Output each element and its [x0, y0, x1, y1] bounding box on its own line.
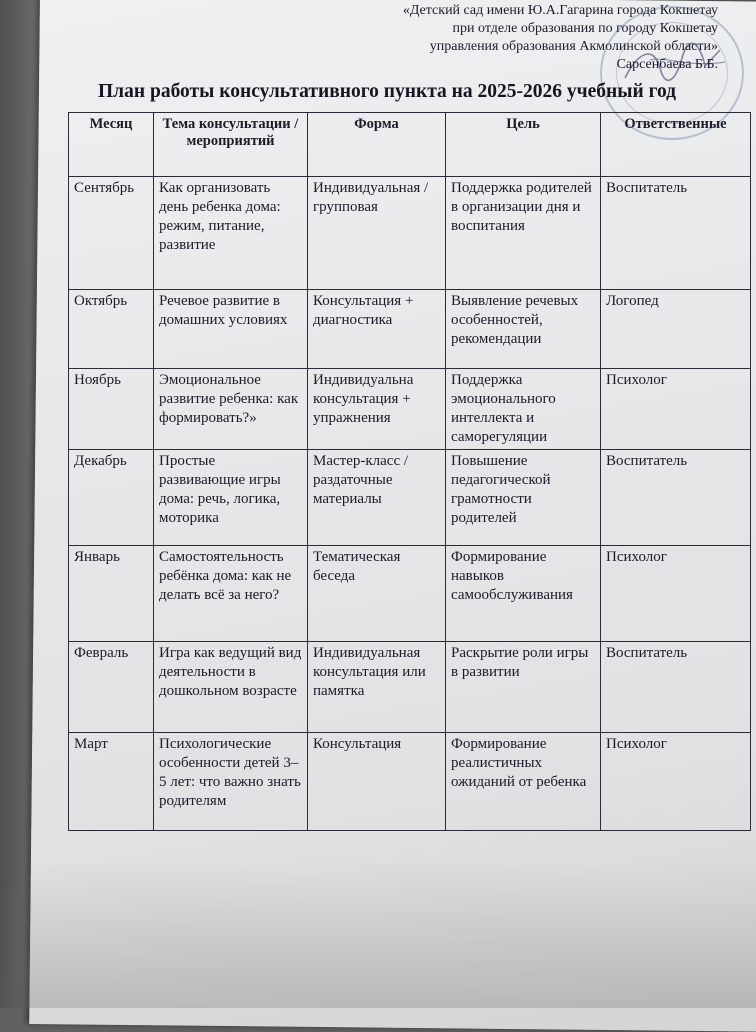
column-header-topic: Тема консультации / мероприятий — [154, 113, 308, 177]
approval-header — [358, 2, 718, 74]
cell-month: Февраль — [69, 642, 154, 733]
cell-topic: Эмоциональное развитие ребенка: как формировать?» — [154, 369, 308, 450]
cell-goal: Формирование реалистичных ожиданий от ребенка — [446, 733, 601, 831]
header-line: управления образования Акмолинской области» — [429, 39, 718, 54]
cell-goal: Повышение педагогической грамотности родителей — [446, 450, 601, 546]
cell-month: Сентябрь — [69, 177, 154, 290]
column-header-responsible: Ответственные — [601, 113, 751, 177]
cell-responsible: Воспитатель — [601, 642, 751, 733]
cell-responsible: Психолог — [601, 733, 751, 831]
cell-month: Декабрь — [69, 450, 154, 546]
cell-goal: Выявление речевых особенностей, рекомендации — [446, 290, 601, 369]
table-header-row — [69, 113, 751, 177]
cell-form: Консультация + диагностика — [308, 290, 446, 369]
cell-topic: Игра как ведущий вид деятельности в дошкольном возрасте — [154, 642, 308, 733]
cell-goal: Формирование навыков самообслуживания — [446, 546, 601, 642]
cell-form: Индивидуальна консультация + упражнения — [308, 369, 446, 450]
cell-month: Январь — [69, 546, 154, 642]
cell-goal: Раскрытие роли игры в развитии — [446, 642, 601, 733]
header-line: Сарсенбаева Б.Б. — [616, 57, 718, 72]
column-header-month: Месяц — [69, 113, 154, 177]
page-title: План работы консультативного пункта на 2025-2026 учебный год — [98, 81, 677, 102]
cell-topic: Речевое развитие в домашних условиях — [154, 290, 308, 369]
cell-form: Индивидуальная / групповая — [308, 177, 446, 290]
table-row — [69, 642, 751, 733]
cell-responsible: Психолог — [601, 546, 751, 642]
cell-form: Тематическая беседа — [308, 546, 446, 642]
column-header-goal: Цель — [446, 113, 601, 177]
cell-topic: Простые развивающие игры дома: речь, логика, моторика — [154, 450, 308, 546]
cell-responsible: Логопед — [601, 290, 751, 369]
plan-table — [68, 112, 751, 831]
cell-topic: Самостоятельность ребёнка дома: как не делать всё за него? — [154, 546, 308, 642]
cell-topic: Как организовать день ребенка дома: режим, питание, развитие — [154, 177, 308, 290]
cell-responsible: Психолог — [601, 369, 751, 450]
cell-goal: Поддержка эмоционального интеллекта и саморегуляции — [446, 369, 601, 450]
cell-form: Консультация — [308, 733, 446, 831]
column-header-form: Форма — [308, 113, 446, 177]
table-row — [69, 290, 751, 369]
cell-form: Индивидуальная консультация или памятка — [308, 642, 446, 733]
table-row — [69, 546, 751, 642]
cell-topic: Психологические особенности детей 3–5 лет: что важно знать родителям — [154, 733, 308, 831]
cell-month: Ноябрь — [69, 369, 154, 450]
cell-month: Октябрь — [69, 290, 154, 369]
cell-goal: Поддержка родителей в организации дня и воспитания — [446, 177, 601, 290]
header-line: «Детский сад имени Ю.А.Гагарина города Кокшетау — [402, 3, 718, 18]
cell-month: Март — [69, 733, 154, 831]
table-row — [69, 733, 751, 831]
header-line: при отделе образования по городу Кокшетау — [452, 21, 718, 36]
cell-form: Мастер-класс / раздаточные материалы — [308, 450, 446, 546]
cell-responsible: Воспитатель — [601, 450, 751, 546]
table-row — [69, 177, 751, 290]
cell-responsible: Воспитатель — [601, 177, 751, 290]
table-row — [69, 369, 751, 450]
table-row — [69, 450, 751, 546]
